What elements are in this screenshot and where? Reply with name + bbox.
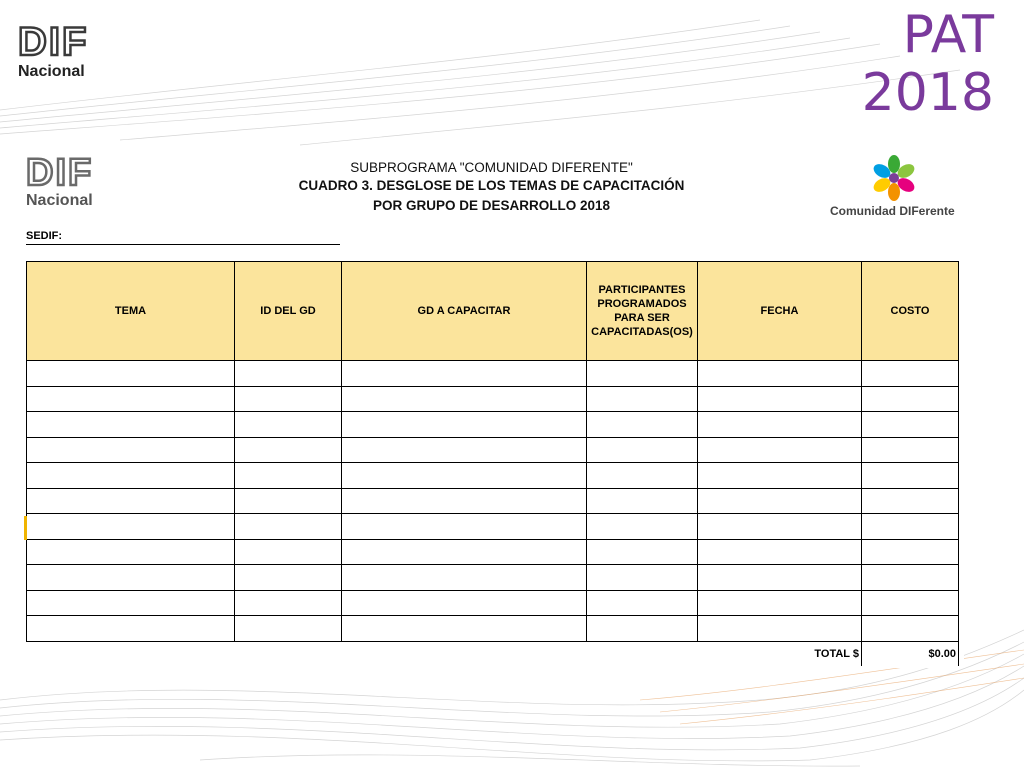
column-header-fecha: FECHA — [698, 262, 862, 361]
table-cell — [27, 463, 235, 489]
column-header-participantes: PARTICIPANTES PROGRAMADOS PARA SER CAPACITADAS(OS) — [587, 262, 698, 361]
table-cell — [235, 539, 342, 565]
table-cell — [342, 514, 587, 540]
table-cell — [587, 412, 698, 438]
table-cell — [27, 539, 235, 565]
table-cell — [27, 412, 235, 438]
table-cell — [27, 590, 235, 616]
table-cell — [27, 514, 235, 540]
table-row — [27, 463, 959, 489]
table-cell — [587, 514, 698, 540]
table-cell — [698, 590, 862, 616]
total-value: $0.00 — [862, 641, 959, 666]
table-row — [27, 361, 959, 387]
table-row — [27, 514, 959, 540]
table-cell — [587, 616, 698, 642]
table-cell — [862, 463, 959, 489]
table-cell — [862, 412, 959, 438]
column-header-tema: TEMA — [27, 262, 235, 361]
table-cell — [342, 386, 587, 412]
sheet-dif-logo — [26, 154, 93, 209]
dif-wordmark: DIF — [18, 20, 89, 64]
table-cell — [862, 514, 959, 540]
table-cell — [587, 361, 698, 387]
pat-title — [862, 6, 994, 122]
table-cell — [235, 412, 342, 438]
table-cell — [235, 437, 342, 463]
table-cell — [587, 539, 698, 565]
table-cell — [698, 463, 862, 489]
table-row — [27, 590, 959, 616]
column-header-costo: COSTO — [862, 262, 959, 361]
table-row — [27, 386, 959, 412]
dif-nacional-logo — [18, 22, 88, 80]
total-row — [27, 641, 959, 666]
table-cell — [698, 565, 862, 591]
table-cell — [235, 590, 342, 616]
table-row — [27, 488, 959, 514]
table-cell — [862, 488, 959, 514]
table-cell — [862, 361, 959, 387]
table-cell — [698, 437, 862, 463]
table-cell — [235, 386, 342, 412]
table-cell — [342, 488, 587, 514]
table-row — [27, 437, 959, 463]
table-cell — [587, 565, 698, 591]
table-cell — [587, 437, 698, 463]
table-cell — [235, 565, 342, 591]
table-row — [27, 539, 959, 565]
total-label: TOTAL $ — [814, 647, 859, 660]
table-cell — [862, 539, 959, 565]
sheet-nacional-wordmark: Nacional — [26, 192, 93, 209]
table-cell — [235, 514, 342, 540]
table-cell — [342, 616, 587, 642]
sheet-dif-wordmark: DIF — [26, 152, 94, 194]
table-cell — [698, 488, 862, 514]
table-cell — [862, 437, 959, 463]
sheet-heading-subprogram: SUBPROGRAMA "COMUNIDAD DIFERENTE" — [350, 160, 633, 175]
spreadsheet-image — [24, 150, 964, 668]
table-cell — [27, 386, 235, 412]
table-cell — [235, 616, 342, 642]
table-cell — [862, 590, 959, 616]
table-cell — [862, 386, 959, 412]
table-cell — [342, 463, 587, 489]
table-cell — [27, 616, 235, 642]
table-cell — [698, 539, 862, 565]
table-cell — [27, 488, 235, 514]
table-cell — [342, 437, 587, 463]
table-cell — [587, 488, 698, 514]
table-cell — [342, 361, 587, 387]
table-cell — [862, 616, 959, 642]
table-cell — [27, 437, 235, 463]
table-cell — [342, 539, 587, 565]
table-row — [27, 565, 959, 591]
table-cell — [342, 412, 587, 438]
column-header-gd-capacitar: GD A CAPACITAR — [342, 262, 587, 361]
sheet-heading-grupo: POR GRUPO DE DESARROLLO 2018 — [372, 198, 611, 213]
column-header-id-gd: ID DEL GD — [235, 262, 342, 361]
table-cell — [698, 616, 862, 642]
table-cell — [698, 361, 862, 387]
table-cell — [587, 386, 698, 412]
table-cell — [27, 565, 235, 591]
sedif-field-label: SEDIF: — [26, 230, 340, 245]
table-header-row — [27, 262, 959, 361]
table-cell — [698, 386, 862, 412]
table-cell — [235, 361, 342, 387]
table-cell — [342, 565, 587, 591]
table-cell — [235, 463, 342, 489]
table-cell — [698, 412, 862, 438]
comunidad-diferente-logo-text: Comunidad DIFerente — [830, 204, 955, 218]
selection-marker — [24, 516, 27, 540]
capacitation-table — [26, 261, 959, 666]
table-cell — [698, 514, 862, 540]
table-cell — [342, 590, 587, 616]
table-cell — [235, 488, 342, 514]
sheet-heading-cuadro: CUADRO 3. DESGLOSE DE LOS TEMAS DE CAPACITACIÓN — [298, 178, 685, 193]
table-cell — [862, 565, 959, 591]
table-cell — [587, 590, 698, 616]
table-cell — [27, 361, 235, 387]
pat-title-line1: PAT — [902, 5, 994, 65]
table-row — [27, 616, 959, 642]
table-cell — [587, 463, 698, 489]
nacional-wordmark: Nacional — [18, 63, 85, 80]
table-row — [27, 412, 959, 438]
pat-title-year: 2018 — [861, 63, 994, 123]
